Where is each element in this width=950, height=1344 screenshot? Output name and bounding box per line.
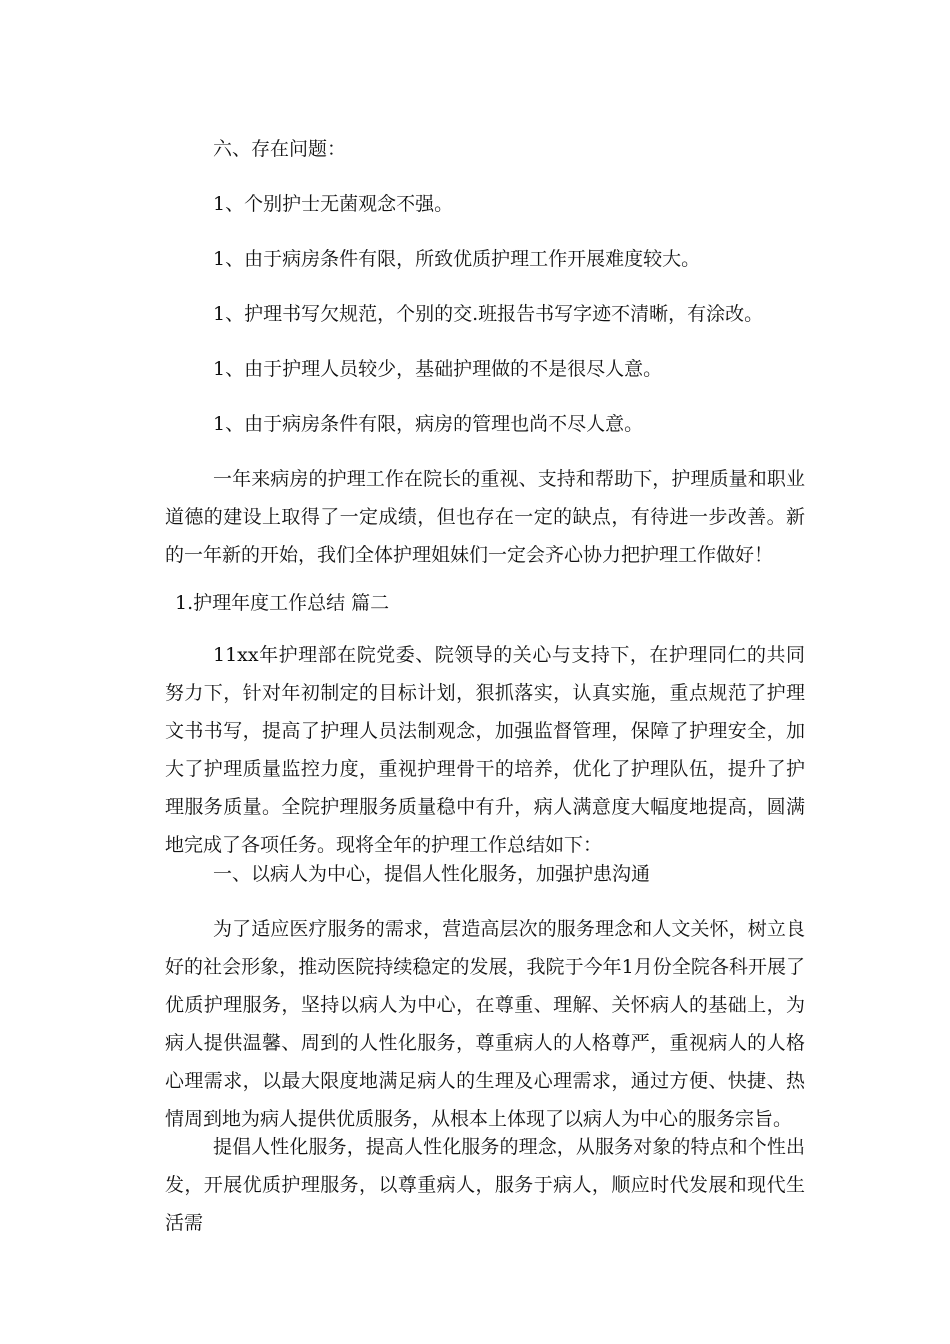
section-heading: 六、存在问题： (213, 138, 347, 160)
subheading: 一、以病人为中心，提倡人性化服务，加强护患沟通 (213, 863, 651, 885)
conclusion-paragraph: 一年来病房的护理工作在院长的重视、支持和帮助下，护理质量和职业道德的建设上取得了一定成绩，但也存在一定的缺点，有待进一步改善。新的一年新的开始，我们全体护理姐妹们一定会齐心协力把护理工作做好！ (165, 468, 805, 566)
issue-item: 1、由于护理人员较少，基础护理做的不是很尽人意。 (213, 358, 663, 380)
article-title: 1.护理年度工作总结 篇二 (175, 592, 390, 614)
body-paragraph: 为了适应医疗服务的需求，营造高层次的服务理念和人文关怀，树立良好的社会形象，推动医院持续稳定的发展，我院于今年1月份全院各科开展了优质护理服务，坚持以病人为中心，在尊重、理解、关怀病人的基础上，为病人提供温馨、周到的人性化服务，尊重病人的人格尊严，重视病人的人格心理需求，以最大限度地满足病人的生理及心理需求，通过方便、快捷、热情周到地为病人提供优质服务，从根本上体现了以病人为中心的服务宗旨。 (165, 918, 805, 1130)
body-paragraph: 提倡人性化服务，提高人性化服务的理念，从服务对象的特点和个性出发，开展优质护理服务，以尊重病人，服务于病人，顺应时代发展和现代生活需 (165, 1136, 805, 1234)
issue-item: 1、个别护士无菌观念不强。 (213, 193, 454, 215)
issue-item: 1、护理书写欠规范，个别的交.班报告书写字迹不清晰，有涂改。 (213, 303, 764, 325)
issue-item: 1、由于病房条件有限，病房的管理也尚不尽人意。 (213, 413, 644, 435)
issue-item: 1、由于病房条件有限，所致优质护理工作开展难度较大。 (213, 248, 701, 270)
intro-paragraph: 11xx年护理部在院党委、院领导的关心与支持下，在护理同仁的共同努力下，针对年初制定的目标计划，狠抓落实，认真实施，重点规范了护理文书书写，提高了护理人员法制观念，加强监督管理，保障了护理安全，加大了护理质量监控力度，重视护理骨干的培养，优化了护理队伍，提升了护理服务质量。全院护理服务质量稳中有升，病人满意度大幅度地提高，圆满地完成了各项任务。现将全年的护理工作总结如下： (165, 644, 805, 856)
